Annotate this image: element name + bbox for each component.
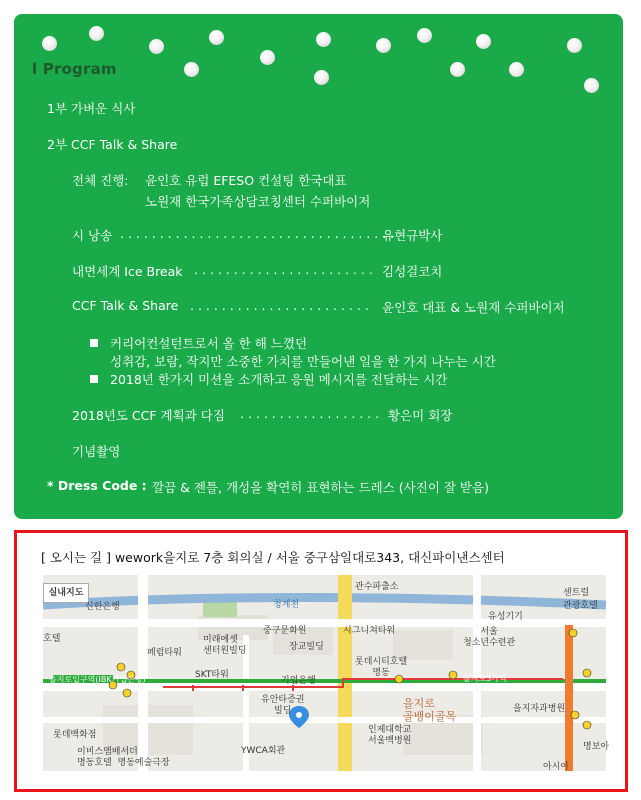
decorative-dot <box>450 62 465 77</box>
host-label: 전체 진행: <box>72 173 129 188</box>
map-label: 기업은행 <box>281 676 316 686</box>
item-title: CCF Talk & Share <box>72 298 179 313</box>
map-label: 시그니쳐타워 <box>343 626 396 636</box>
leader-dots: . . . . . . . . . . . . . . . . . . . . . . . . . . . . . . . . . . . <box>120 226 395 241</box>
map-label: 페럼타워 <box>147 648 182 658</box>
part2-title: 2부 CCF Talk & Share <box>47 137 178 152</box>
decorative-dot <box>314 70 329 85</box>
location-map[interactable] <box>43 575 610 772</box>
map-label: 신한은행 <box>85 602 120 612</box>
decorative-dot <box>42 36 57 51</box>
decorative-dot <box>584 78 599 93</box>
map-graphic <box>43 575 606 771</box>
bullet-square-icon <box>90 375 98 383</box>
plan-person: 황은미 회장 <box>388 408 453 423</box>
bullet-2 <box>90 370 447 388</box>
decorative-dot <box>89 26 104 41</box>
bullet-2-text: 2018년 한가지 미션을 소개하고 응원 메시지를 전달하는 시간 <box>110 372 448 387</box>
map-label: 을지로입구역(IBK기업은행) <box>49 675 146 684</box>
map-label: 센트럴 관광호텔 <box>563 588 598 611</box>
decorative-dot <box>567 38 582 53</box>
map-label: 롯데백화점 <box>53 730 97 740</box>
map-label: 아시아 <box>543 762 570 772</box>
bullet-square-icon <box>90 339 98 347</box>
bullet-1-text: 커리어컨설턴트로서 올 한 해 느꼈던 <box>110 336 308 351</box>
location-section <box>14 530 628 792</box>
decorative-dot <box>209 30 224 45</box>
map-label: 롯데시티호텔 명동 <box>355 657 408 678</box>
host-1: 윤인호 유럽 EFESO 컨설팅 한국대표 <box>145 173 347 188</box>
map-label: 을지자과병원 <box>513 704 566 714</box>
map-label: 미래에셋 센터원빌딩 <box>203 635 247 656</box>
item-title: 내면세계 Ice Break <box>72 264 183 279</box>
item-person: 유현규박사 <box>382 228 443 243</box>
decorative-dot <box>376 38 391 53</box>
map-label: 인제대학교 서울백병원 <box>368 725 412 746</box>
decorative-dot <box>316 32 331 47</box>
map-label: 유성기기 <box>488 612 523 622</box>
part1-title: 1부 가벼운 식사 <box>47 101 136 116</box>
decorative-dot <box>184 62 199 77</box>
map-label: 관수파출소 <box>355 582 399 592</box>
map-label: 유안타증권 빌딩 <box>261 695 305 716</box>
program-heading: l Program <box>32 60 117 78</box>
item-person: 윤인호 대표 & 노원재 수퍼바이저 <box>382 300 565 315</box>
bullet-1-line2: 성취감, 보람, 작지만 소중한 가치를 만들어낸 일을 한 가지 나누는 시간 <box>110 354 496 369</box>
decorative-dot <box>509 62 524 77</box>
item-title: 시 낭송 <box>72 228 113 243</box>
host-2: 노원재 한국가족상담코칭센터 수퍼바이저 <box>145 194 371 209</box>
decorative-dot <box>149 39 164 54</box>
map-label: 이비스앰배서더 명동호텔 명동예술극장 <box>77 747 170 768</box>
location-title: [ 오시는 길 ] wework을지로 7층 회의실 / 서울 중구삼일대로343, 대신파이낸스센터 <box>41 550 505 565</box>
decorative-dot <box>260 50 275 65</box>
photo-session: 기념촬영 <box>72 444 121 459</box>
map-label: 서울 청소년수련관 <box>463 627 516 648</box>
map-label: 을지로 골뱅이골목 <box>403 697 457 723</box>
map-label: 호텔 <box>43 634 61 644</box>
leader-dots: . . . . . . . . . . . . . . . . . . . . . . . <box>190 298 369 313</box>
bullet-1 <box>90 334 307 352</box>
map-label: 명보아 <box>583 742 610 752</box>
map-label: SKT타워 <box>195 670 229 680</box>
dress-code-value: 깔끔 & 젠틀, 개성을 확연히 표현하는 드레스 (사진이 잘 받음) <box>152 480 489 495</box>
map-logo: 실내지도 <box>43 583 89 603</box>
plan-title: 2018년도 CCF 계획과 다짐 <box>72 408 225 423</box>
item-person: 김성걸코치 <box>382 264 443 279</box>
map-label: 을지로3가역 <box>463 674 507 683</box>
leader-dots: . . . . . . . . . . . . . . . . . . <box>240 406 380 421</box>
program-panel <box>14 14 623 519</box>
map-label: YWCA회관 <box>241 746 286 756</box>
dress-code-label: * Dress Code : <box>47 478 147 493</box>
map-label: 중구문화원 <box>263 626 307 636</box>
decorative-dot <box>476 34 491 49</box>
leader-dots: . . . . . . . . . . . . . . . . . . . . . . . <box>194 262 373 277</box>
map-label: 장교빌딩 <box>289 642 324 652</box>
decorative-dot <box>417 28 432 43</box>
map-label: 청계천 <box>273 600 300 610</box>
